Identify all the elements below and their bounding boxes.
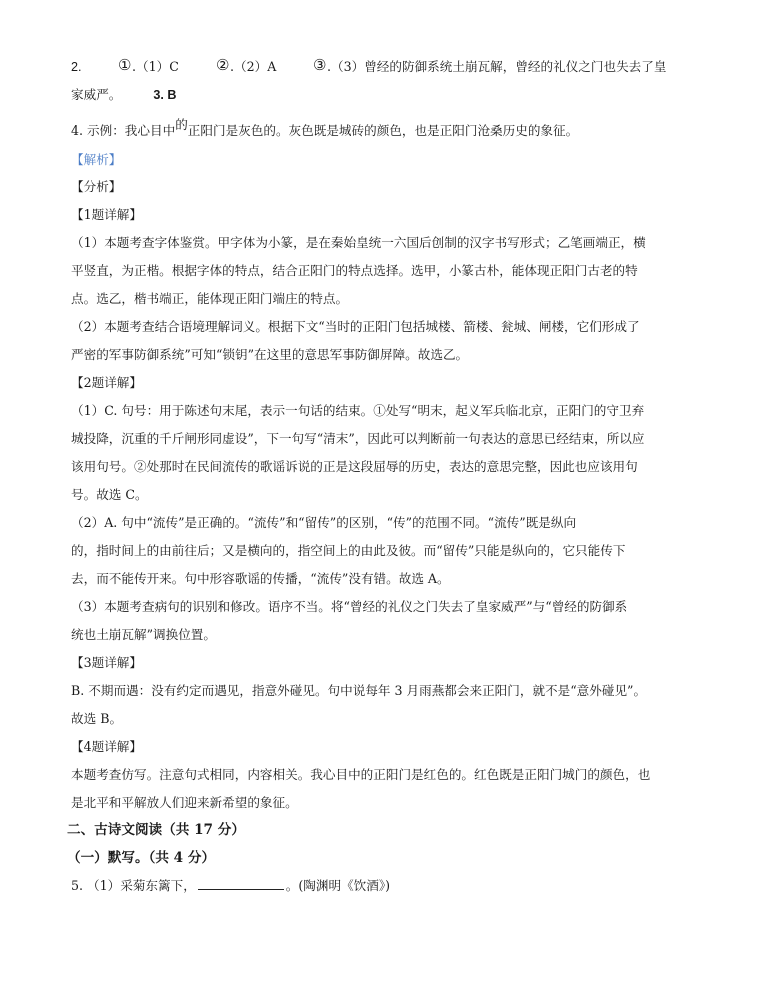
q2-answer-2: .（2）A [230,59,277,74]
q4-rest: 正阳门是灰色的。灰色既是城砖的颜色，也是正阳门沧桑历史的象征。 [187,123,579,138]
q2-circle-3: ③ [313,56,327,74]
answer-q4-line [71,117,579,141]
question-5-line [71,876,390,896]
detail-3-title: 【3题详解】 [71,655,142,670]
q2-circle-2: ② [216,56,230,74]
detail-4-line: 是北平和平解放人们迎来新希望的象征。 [71,795,298,810]
q2-answer-1: .（1）C [132,59,179,74]
detail-2-line: （2）A. 句中“流传”是正确的。“流传”和“留传”的区别，“传”的范围不同。“流传”既是纵向 [71,515,577,530]
detail-2-line: 城投降，沉重的千斤闸形同虚设”，下一句写“清末”，因此可以判断前一句表达的意思已经结束，所以应 [71,431,645,446]
q4-prefix: 4. 示例：我心目中 [71,123,176,138]
detail-2-line: （1）C. 句号：用于陈述句末尾，表示一句话的结束。①处写“明末，起义军兵临北京，正阳门的守卫弃 [71,403,645,418]
q2-circle-1: ① [118,56,132,74]
detail-2-line: （3）本题考查病句的识别和修改。语序不当。将“曾经的礼仪之门失去了皇家威严”与“曾经的防御系 [71,599,628,614]
detail-4-line: 本题考查仿写。注意句式相同，内容相关。我心目中的正阳门是红色的。红色既是正阳门城门的颜色，也 [71,767,651,782]
analysis-label: 【解析】 [71,152,122,167]
answer-q2-line [71,57,711,77]
q2-answer-3-cont: 家威严。 [71,87,122,102]
detail-1-line: 点。选乙，楷书端正，能体现正阳门端庄的特点。 [71,291,349,306]
fenxi-label: 【分析】 [71,179,122,194]
detail-1-line: （1）本题考查字体鉴赏。甲字体为小篆，是在秦始皇统一六国后创制的汉字书写形式；乙笔画端正，横 [71,235,646,250]
detail-1-line: （2）本题考查结合语境理解词义。根据下文“当时的正阳门包括城楼、箭楼、瓮城、闸楼，它们形成了 [71,319,640,334]
q5-prefix: 5. （1）采菊东篱下， [71,878,196,893]
q5-answer-blank [198,877,284,890]
detail-2-line: 的，指时间上的由前往后；又是横向的，指空间上的由此及彼。而“留传”只能是纵向的，它只能传下 [71,543,626,558]
detail-1-title: 【1题详解】 [71,207,142,222]
detail-2-line: 统也土崩瓦解”调换位置。 [71,627,216,642]
detail-3-line: 故选 B。 [71,711,123,726]
detail-3-line: B. 不期而遇：没有约定而遇见，指意外碰见。句中说每年 3 月雨燕都会来正阳门，就不是“意外碰见”。 [71,683,647,698]
detail-2-line: 该用句号。②处那时在民间流传的歌谣诉说的正是这段屈辱的历史，表达的意思完整，因此也应该用句 [71,459,638,474]
detail-1-line: 平竖直，为正楷。根据字体的特点，结合正阳门的特点选择。选甲，小篆古朴，能体现正阳门古老的特 [71,263,638,278]
q2-answer-3: .（3）曾经的防御系统土崩瓦解，曾经的礼仪之门也失去了皇 [327,59,667,74]
section-2-title: 二、古诗文阅读（共 17 分） [67,822,245,838]
answer-q2-cont-line [71,85,177,105]
q4-sup-char: 的 [175,117,188,132]
detail-2-title: 【2题详解】 [71,375,142,390]
detail-1-line: 严密的军事防御系统”可知“锁钥”在这里的意思军事防御屏障。故选乙。 [71,347,469,362]
q2-number: 2. [71,60,82,74]
q5-suffix: 。(陶渊明《饮酒》) [285,878,391,893]
detail-4-title: 【4题详解】 [71,739,142,754]
detail-2-line: 去，而不能传开来。句中形容歌谣的传播，“流传”没有错。故选 A。 [71,571,450,586]
detail-2-line: 号。故选 C。 [71,487,148,502]
section-2-subtitle: （一）默写。（共 4 分） [67,850,216,866]
q3-answer: 3. B [153,88,177,102]
